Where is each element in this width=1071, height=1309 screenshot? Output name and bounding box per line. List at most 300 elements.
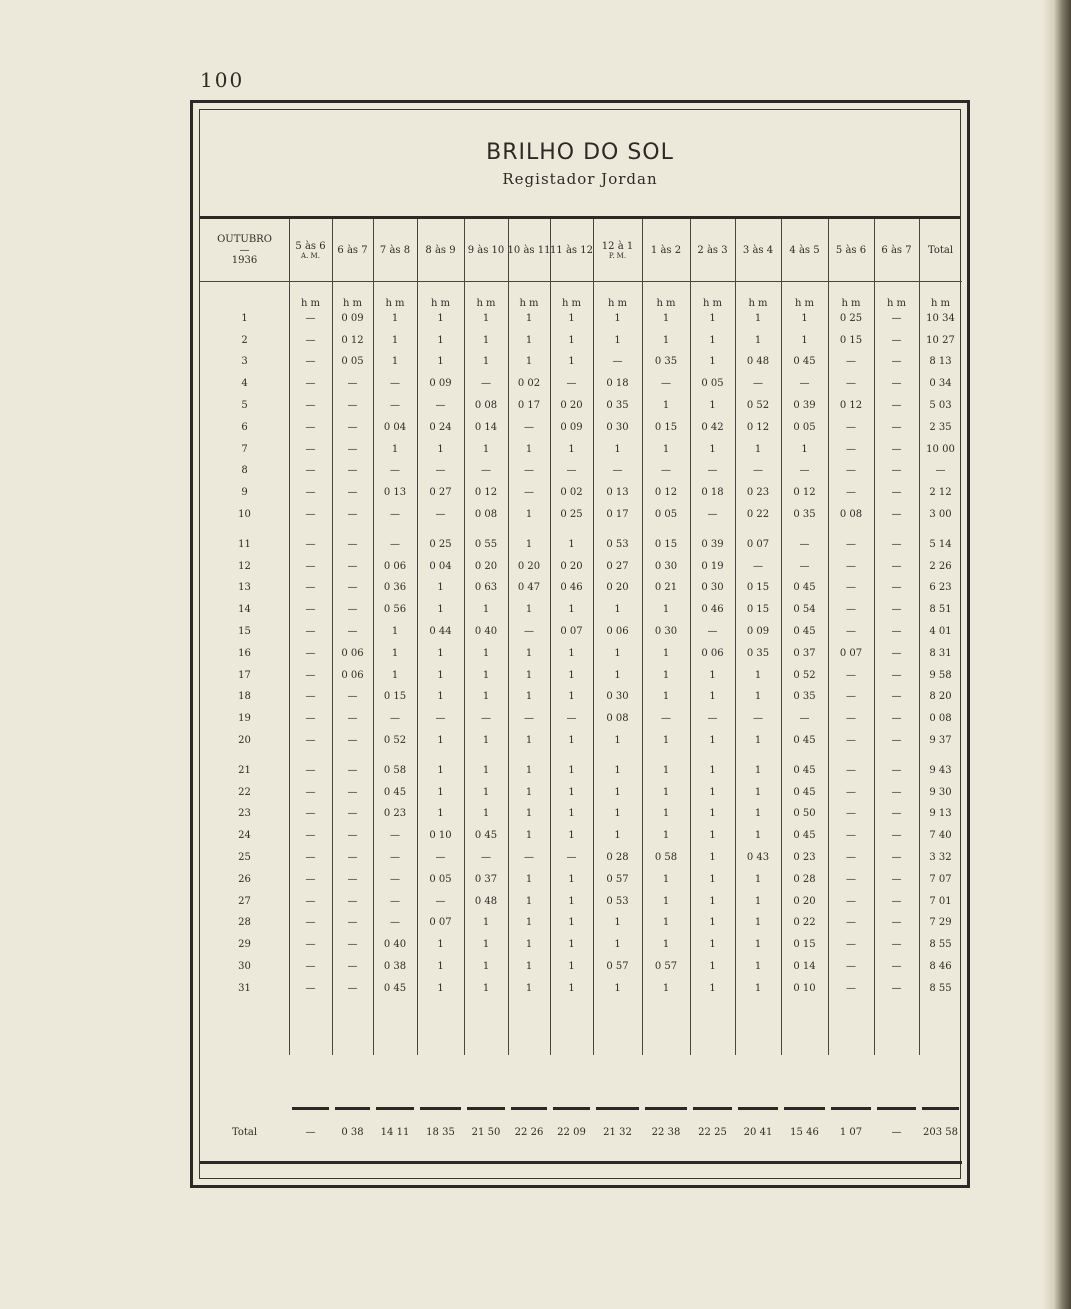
total-rule: [335, 1107, 370, 1110]
total-cell: —: [305, 1126, 316, 1138]
table-cell: 1: [662, 830, 670, 842]
table-cell: 1: [568, 873, 575, 885]
column-header-hours: 6 às 7: [881, 244, 912, 256]
table-cell: 0 30: [654, 625, 678, 637]
table-cell: —: [435, 508, 446, 520]
total-rule: [376, 1107, 414, 1110]
table-cell: —: [891, 508, 902, 520]
table-cell: 0 08: [474, 508, 498, 520]
table-cell: 1: [482, 669, 490, 681]
table-cell: 8 20: [929, 691, 952, 703]
table-cell: —: [799, 560, 810, 572]
table-cell: —: [707, 465, 718, 477]
table-cell: 0 24: [429, 421, 452, 433]
table-cell: 1: [662, 786, 670, 798]
table-cell: 0 15: [383, 691, 407, 703]
table-cell: 0 08: [606, 713, 629, 725]
table-cell: —: [305, 960, 316, 972]
column-header-hours: 4 às 5: [789, 244, 820, 256]
table-cell: 1: [525, 734, 533, 746]
table-cell: 1: [525, 604, 533, 616]
table-cell: —: [347, 713, 358, 725]
table-cell: 1: [709, 895, 716, 907]
table-cell: —: [305, 939, 316, 951]
table-cell: 1: [568, 669, 575, 681]
table-cell: 0 38: [383, 960, 407, 972]
table-cell: 0 46: [560, 582, 583, 594]
table-cell: 1: [754, 669, 762, 681]
table-cell: 0 28: [606, 851, 629, 863]
total-rule: [738, 1107, 778, 1110]
unit-label: h m: [656, 297, 676, 309]
day-label: 7: [241, 443, 248, 455]
table-cell: 1: [709, 764, 716, 776]
table-cell: 1: [709, 851, 716, 863]
table-cell: 0 20: [560, 399, 583, 411]
table-cell: 0 55: [474, 538, 498, 550]
table-cell: 0 07: [839, 647, 863, 659]
table-cell: —: [753, 378, 763, 390]
total-cell: 21 32: [603, 1126, 632, 1138]
table-cell: 1: [482, 604, 490, 616]
table-cell: 1: [525, 873, 533, 885]
table-cell: —: [566, 851, 577, 863]
day-label: 11: [238, 538, 251, 550]
day-label: 20: [238, 734, 251, 746]
table-cell: 1: [801, 443, 808, 455]
table-cell: —: [846, 625, 856, 637]
unit-label: h m: [476, 297, 496, 309]
table-cell: —: [891, 625, 902, 637]
table-cell: 0 46: [701, 604, 724, 616]
table-cell: 1: [391, 312, 399, 324]
table-cell: —: [390, 917, 400, 929]
table-cell: —: [347, 917, 358, 929]
table-cell: 0 15: [746, 604, 770, 616]
table-cell: 1: [709, 334, 716, 346]
table-cell: 0 45: [793, 734, 816, 746]
table-cell: —: [846, 830, 856, 842]
table-cell: 2 35: [929, 421, 952, 433]
table-cell: 1: [614, 443, 621, 455]
unit-label: h m: [794, 297, 815, 309]
table-cell: 1: [709, 669, 716, 681]
month-header-line: 1936: [231, 255, 258, 267]
table-cell: —: [390, 538, 400, 550]
table-cell: 1: [525, 830, 533, 842]
unit-label: h m: [430, 297, 451, 309]
table-cell: —: [891, 604, 902, 616]
table-cell: —: [435, 399, 446, 411]
table-cell: 0 52: [746, 399, 770, 411]
table-cell: 1: [754, 691, 762, 703]
table-cell: 1: [662, 691, 670, 703]
column-header-hours: 9 às 10: [467, 244, 505, 256]
table-cell: 1: [525, 764, 533, 776]
month-header: [200, 225, 289, 277]
table-cell: —: [846, 939, 856, 951]
table-cell: 1: [525, 895, 533, 907]
column-header-hours: Total: [927, 244, 954, 256]
table-cell: 1: [437, 764, 444, 776]
table-cell: 1: [614, 808, 621, 820]
table-cell: 0 14: [793, 960, 816, 972]
table-cell: 0 36: [383, 582, 407, 594]
total-rule: [420, 1107, 461, 1110]
table-cell: 0 17: [606, 508, 629, 520]
table-cell: 1: [709, 939, 716, 951]
total-cell: 21 50: [471, 1126, 501, 1138]
table-cell: 0 39: [701, 538, 724, 550]
table-cell: 1: [568, 895, 575, 907]
table-cell: 0 04: [383, 421, 407, 433]
table-cell: 1: [568, 982, 575, 994]
table-cell: 0 45: [793, 625, 816, 637]
table-cell: —: [347, 982, 358, 994]
table-cell: 1: [754, 312, 762, 324]
table-cell: 7 29: [929, 917, 952, 929]
table-cell: 1: [754, 734, 762, 746]
table-cell: —: [891, 582, 902, 594]
column-header: [289, 225, 332, 277]
table-cell: 5 03: [929, 399, 952, 411]
table-cell: 0 47: [517, 582, 541, 594]
column-header-hours: 6 às 7: [337, 244, 368, 256]
unit-label: h m: [841, 297, 861, 309]
table-cell: —: [891, 421, 902, 433]
table-cell: 1: [754, 786, 762, 798]
table-cell: 0 15: [654, 538, 678, 550]
table-cell: 10 34: [926, 312, 955, 324]
table-cell: 1: [614, 764, 621, 776]
table-cell: 8 51: [929, 604, 952, 616]
table-cell: 2 12: [929, 487, 952, 499]
table-cell: 0 08: [474, 399, 498, 411]
table-cell: —: [347, 873, 358, 885]
table-cell: 1: [709, 691, 716, 703]
table-cell: —: [891, 443, 902, 455]
table-cell: 1: [568, 356, 575, 368]
table-cell: 0 53: [606, 895, 629, 907]
table-cell: 1: [437, 982, 444, 994]
table-cell: 1: [568, 312, 575, 324]
table-cell: 0 37: [474, 873, 498, 885]
table-cell: 0 48: [474, 895, 498, 907]
column-header: [373, 225, 417, 277]
table-cell: 1: [482, 443, 490, 455]
table-cell: —: [846, 356, 856, 368]
table-cell: —: [305, 808, 316, 820]
table-cell: 0 18: [606, 378, 629, 390]
table-cell: 0 02: [517, 378, 541, 390]
unit-label: h m: [930, 297, 951, 309]
table-cell: —: [305, 538, 316, 550]
table-cell: —: [846, 764, 856, 776]
table-cell: 1: [391, 647, 399, 659]
table-cell: —: [799, 378, 810, 390]
table-cell: 1: [525, 960, 533, 972]
table-cell: 1: [754, 982, 762, 994]
table-cell: 0 09: [560, 421, 583, 433]
table-cell: 0 06: [383, 560, 407, 572]
day-label: 29: [238, 939, 251, 951]
table-cell: —: [891, 713, 902, 725]
table-cell: —: [305, 830, 316, 842]
table-cell: 1: [482, 960, 490, 972]
table-cell: —: [347, 582, 358, 594]
table-cell: 1: [568, 734, 575, 746]
table-cell: —: [846, 982, 856, 994]
table-cell: —: [390, 873, 400, 885]
table-cell: —: [846, 669, 856, 681]
table-cell: 0 45: [474, 830, 498, 842]
table-cell: 0 10: [793, 982, 816, 994]
table-cell: 1: [662, 873, 670, 885]
day-label: 8: [241, 465, 248, 477]
table-cell: —: [305, 334, 316, 346]
table-cell: —: [799, 465, 810, 477]
column-header-period: A. M.: [301, 251, 320, 260]
table-cell: —: [347, 960, 358, 972]
table-cell: —: [347, 830, 358, 842]
total-cell: 0 38: [341, 1126, 364, 1138]
table-cell: —: [891, 734, 902, 746]
table-cell: 9 58: [929, 669, 952, 681]
day-label: 26: [238, 873, 251, 885]
unit-label: h m: [561, 297, 582, 309]
table-cell: —: [661, 713, 671, 725]
table-cell: —: [305, 582, 316, 594]
page-number: 100: [200, 68, 245, 92]
table-cell: —: [891, 560, 902, 572]
day-label: 9: [241, 487, 248, 499]
book-spine-edge: [1053, 0, 1071, 1309]
table-cell: —: [347, 939, 358, 951]
table-cell: 1: [482, 734, 490, 746]
table-cell: —: [891, 786, 902, 798]
table-cell: —: [347, 560, 358, 572]
table-cell: 1: [754, 443, 762, 455]
table-cell: —: [347, 443, 358, 455]
column-header-hours: 8 às 9: [425, 244, 456, 256]
table-cell: 1: [709, 808, 716, 820]
day-label: 28: [238, 917, 251, 929]
table-cell: 10 00: [926, 443, 955, 455]
table-cell: —: [305, 647, 316, 659]
table-cell: 0 06: [701, 647, 724, 659]
table-cell: 1: [437, 334, 444, 346]
table-cell: —: [305, 604, 316, 616]
column-header-hours: 11 às 12: [550, 244, 593, 256]
table-cell: —: [390, 378, 400, 390]
table-cell: 1: [391, 625, 399, 637]
column-header-period: P. M.: [608, 251, 627, 260]
table-cell: 0 45: [793, 830, 816, 842]
table-frame: [190, 100, 970, 1188]
table-cell: 1: [709, 786, 716, 798]
day-label: 21: [238, 764, 251, 776]
table-cell: 0 09: [429, 378, 452, 390]
table-cell: 0 08: [929, 713, 952, 725]
table-cell: —: [846, 851, 856, 863]
table-cell: 0 54: [793, 604, 816, 616]
table-cell: 0 57: [654, 960, 678, 972]
table-cell: 1: [568, 960, 575, 972]
table-cell: 0 13: [606, 487, 629, 499]
day-label: 25: [238, 851, 251, 863]
table-cell: 1: [614, 830, 621, 842]
table-cell: 1: [662, 982, 670, 994]
unit-label: h m: [300, 297, 321, 309]
table-cell: —: [347, 786, 358, 798]
table-cell: —: [891, 808, 902, 820]
table-cell: 1: [525, 691, 533, 703]
table-cell: 1: [709, 873, 716, 885]
table-cell: —: [891, 487, 902, 499]
total-cell: 14 11: [380, 1126, 410, 1138]
total-cell: —: [891, 1126, 902, 1138]
column-header-hours: 7 às 8: [379, 244, 411, 256]
table-cell: 0 12: [793, 487, 816, 499]
table-cell: —: [891, 982, 902, 994]
table-cell: 0 35: [606, 399, 629, 411]
table-cell: 0 22: [746, 508, 770, 520]
table-cell: 1: [437, 647, 444, 659]
table-cell: 1: [568, 604, 575, 616]
table-cell: 0 30: [606, 691, 629, 703]
table-cell: 0 15: [654, 421, 678, 433]
table-cell: 1: [662, 443, 670, 455]
table-cell: 0 40: [383, 939, 407, 951]
table-cell: —: [891, 647, 902, 659]
table-cell: 8 55: [929, 939, 952, 951]
table-cell: 0 58: [654, 851, 678, 863]
table-cell: 1: [754, 917, 762, 929]
table-cell: —: [846, 895, 856, 907]
table-cell: —: [390, 399, 400, 411]
day-label: 5: [241, 399, 248, 411]
column-header: [550, 225, 593, 277]
table-cell: —: [305, 713, 316, 725]
unit-label: h m: [607, 297, 628, 309]
table-cell: 0 35: [654, 356, 678, 368]
column-header-hours: 12 à 1: [601, 241, 634, 253]
table-cell: —: [661, 465, 671, 477]
table-cell: —: [612, 465, 623, 477]
table-cell: 1: [482, 982, 490, 994]
column-header-hours: 5 às 6: [295, 241, 326, 253]
table-cell: 0 18: [701, 487, 724, 499]
table-cell: 0 02: [560, 487, 583, 499]
table-cell: —: [891, 334, 902, 346]
column-header: [919, 225, 962, 277]
table-cell: 0 05: [429, 873, 452, 885]
table-cell: —: [305, 443, 316, 455]
table-cell: 0 37: [793, 647, 816, 659]
table-cell: 0 15: [839, 334, 863, 346]
table-cell: —: [347, 508, 358, 520]
table-bottom-rule: [200, 1161, 962, 1164]
table-cell: 1: [709, 356, 716, 368]
column-header: [781, 225, 828, 277]
table-cell: 7 07: [929, 873, 952, 885]
total-label: Total: [231, 1126, 258, 1138]
table-cell: —: [846, 421, 856, 433]
table-cell: —: [305, 465, 316, 477]
table-cell: —: [347, 487, 358, 499]
table-cell: —: [524, 421, 534, 433]
table-cell: 0 45: [793, 356, 816, 368]
table-cell: 1: [437, 356, 444, 368]
table-cell: 1: [437, 582, 444, 594]
table-cell: —: [891, 399, 902, 411]
table-cell: 1: [614, 669, 621, 681]
column-header-hours: 3 às 4: [742, 244, 774, 256]
table-cell: —: [566, 713, 577, 725]
table-cell: 1: [391, 334, 399, 346]
table-cell: 1: [614, 312, 621, 324]
table-cell: —: [753, 713, 763, 725]
table-cell: 1: [437, 443, 444, 455]
month-header-line: OUTUBRO: [217, 234, 272, 246]
day-label: 3: [241, 356, 248, 368]
table-cell: 1: [525, 508, 533, 520]
total-cell: 22 09: [557, 1126, 586, 1138]
total-rule: [831, 1107, 871, 1110]
table-cell: 0 52: [793, 669, 816, 681]
table-cell: 1: [525, 647, 533, 659]
table-cell: 0 25: [429, 538, 452, 550]
table-cell: 1: [614, 917, 621, 929]
table-cell: —: [435, 713, 446, 725]
table-cell: —: [390, 851, 400, 863]
table-cell: 1: [614, 786, 621, 798]
day-label: 6: [241, 421, 248, 433]
table-cell: 0 06: [341, 669, 364, 681]
table-cell: 1: [525, 808, 533, 820]
table-cell: 9 30: [929, 786, 952, 798]
day-label: 27: [238, 895, 251, 907]
table-cell: 1: [568, 786, 575, 798]
table-cell: —: [390, 508, 400, 520]
column-header: [332, 225, 373, 277]
table-cell: —: [347, 851, 358, 863]
table-cell: 8 46: [929, 960, 952, 972]
table-cell: —: [799, 713, 810, 725]
table-cell: —: [524, 713, 534, 725]
table-cell: 1: [568, 691, 575, 703]
table-cell: 0 45: [793, 786, 816, 798]
table-cell: —: [566, 378, 577, 390]
table-cell: —: [305, 312, 316, 324]
table-cell: 0 23: [746, 487, 770, 499]
table-cell: —: [846, 960, 856, 972]
table-cell: 1: [662, 399, 670, 411]
table-cell: —: [390, 895, 400, 907]
table-cell: —: [612, 356, 623, 368]
table-cell: 0 30: [606, 421, 629, 433]
table-cell: —: [347, 538, 358, 550]
table-cell: —: [846, 560, 856, 572]
unit-label: h m: [748, 297, 768, 309]
table-cell: 1: [568, 334, 575, 346]
table-cell: 1: [709, 443, 716, 455]
total-cell: 20 41: [743, 1126, 773, 1138]
table-cell: 0 45: [793, 582, 816, 594]
table-cell: 1: [709, 312, 716, 324]
table-cell: —: [347, 399, 358, 411]
total-rule: [511, 1107, 547, 1110]
